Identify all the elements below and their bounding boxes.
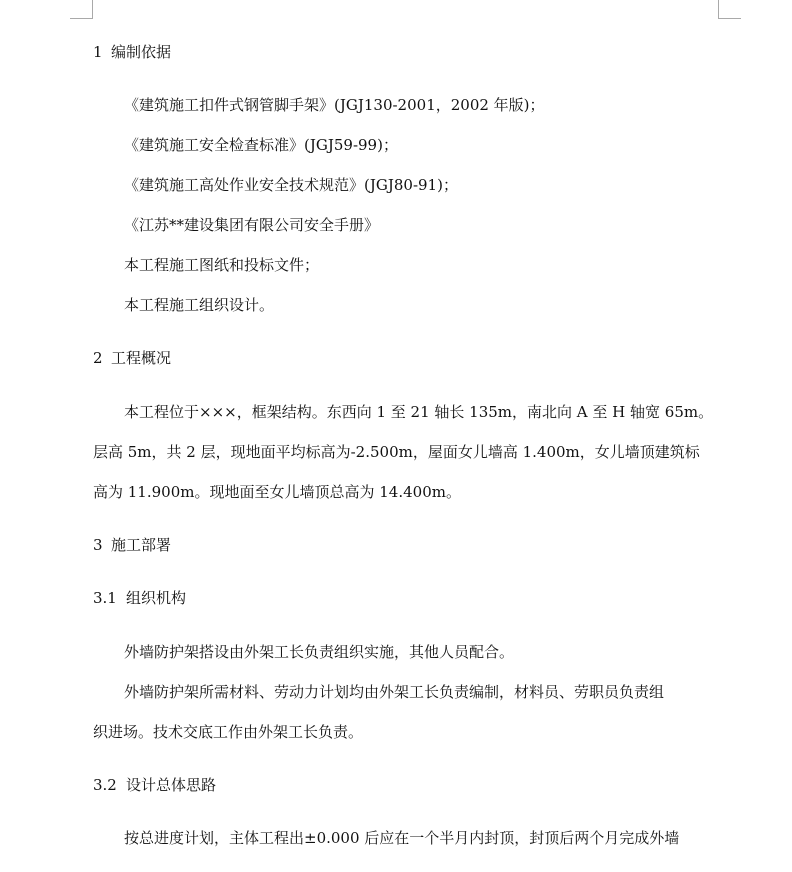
paragraph-line: 层高 5m，共 2 层，现地面平均标高为-2.500m，屋面女儿墙高 1.400m，女儿墙顶建筑标 — [93, 443, 700, 461]
reference-item: 《建筑施工扣件式钢管脚手架》(JGJ130-2001，2002 年版)； — [124, 96, 545, 114]
section-heading-2 — [93, 348, 171, 368]
section-number: 1 — [93, 43, 103, 61]
section-title: 编制依据 — [111, 43, 172, 61]
reference-item: 《江苏**建设集团有限公司安全手册》 — [124, 216, 380, 234]
subsection-heading-3-2 — [93, 775, 216, 795]
reference-item: 本工程施工图纸和投标文件； — [124, 256, 320, 274]
subsection-heading-3-1 — [93, 588, 186, 608]
section-heading-1 — [93, 42, 171, 62]
section-title: 设计总体思路 — [126, 776, 217, 794]
section-heading-3 — [93, 535, 171, 555]
section-title: 工程概况 — [111, 349, 172, 367]
page-corner-mark-top-left — [70, 0, 93, 19]
paragraph-line: 按总进度计划，主体工程出±0.000 后应在一个半月内封顶，封顶后两个月完成外墙 — [124, 829, 680, 847]
section-title: 施工部署 — [111, 536, 172, 554]
page-corner-mark-top-right — [718, 0, 741, 19]
section-number: 3.2 — [93, 776, 117, 794]
paragraph-line: 本工程位于×××，框架结构。东西向 1 至 21 轴长 135m，南北向 A 至 H 轴宽 65m。 — [124, 403, 714, 421]
reference-item: 《建筑施工安全检查标准》(JGJ59-99)； — [124, 136, 398, 154]
reference-item: 《建筑施工高处作业安全技术规范》(JGJ80-91)； — [124, 176, 458, 194]
paragraph-line: 外墙防护架搭设由外架工长负责组织实施，其他人员配合。 — [124, 643, 515, 661]
paragraph-line: 外墙防护架所需材料、劳动力计划均由外架工长负责编制，材料员、劳职员负责组 — [124, 683, 665, 701]
paragraph-line: 织进场。技术交底工作由外架工长负责。 — [93, 723, 364, 741]
section-title: 组织机构 — [126, 589, 187, 607]
section-number: 3 — [93, 536, 103, 554]
section-number: 3.1 — [93, 589, 117, 607]
section-number: 2 — [93, 349, 103, 367]
reference-item: 本工程施工组织设计。 — [124, 296, 275, 314]
paragraph-line: 高为 11.900m。现地面至女儿墙顶总高为 14.400m。 — [93, 483, 461, 501]
